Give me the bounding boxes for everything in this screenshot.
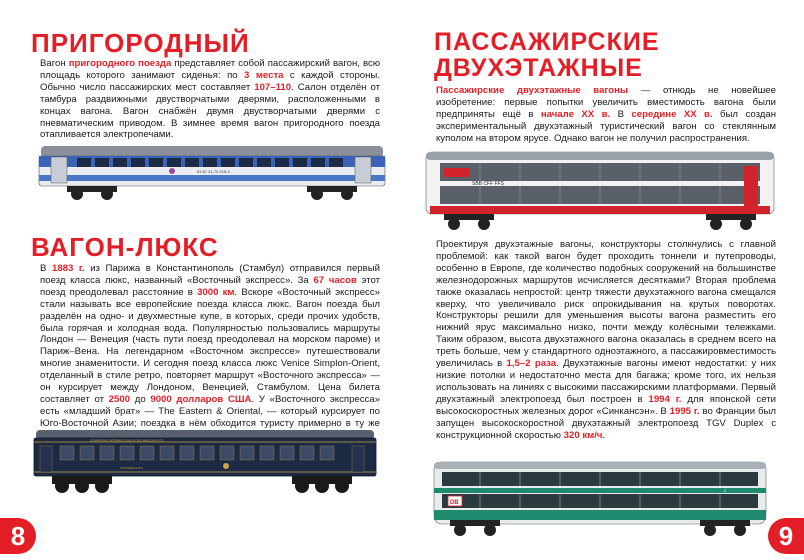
highlight-text: Пассажирские двухэтажные вагоны: [436, 85, 629, 96]
highlight-text: середине XX в.: [631, 108, 713, 120]
body-text: для японской сети высокоскоростных железных дорог «Синкансэн». В: [436, 393, 776, 417]
wagon-lits-lettering: COMPAGNIE INTERNATIONALE DES WAGONS-LITS: [90, 438, 164, 443]
heading-suburban: ПРИГОРОДНЫЙ: [31, 28, 250, 58]
body-text: Проектируя двухэтажные вагоны, конструкторы столкнулись с главной проблемой: как такой вагон будет проходить тоннели и путепроводы, особенно в Европе, где количество подобных сооружений на большинстве железнодорожных маршрутов исчисляется десятками? Вторая проблема также оказалась непростой: центр тяжести двухэтажного вагона смещался кверху, что увеличивало риск опрокидывания на крутых поворотах. Конструкторы решили для уменьшения высоты вагона разместить его нижний ярус максимально низко, почти между колёсными тележками. Таким образом, высота двухэтажного вагона оказалась в среднем всего на треть больше, чем у стандартного одноэтажного, а пассажировместимость увеличилась в: [436, 239, 776, 370]
body-text: В: [40, 263, 52, 274]
wagon-lits-small-lettering: VOITURES-LITS: [120, 466, 143, 470]
page-number-right: 9: [768, 518, 804, 554]
highlight-text: 1,5–2 раза: [506, 358, 557, 370]
highlight-text: 1995 г.: [669, 405, 700, 417]
body-text: . Двухэтажные вагоны имеют недостатки: у них низкие потолки и недостаточно места для багажа; кроме того, их нельзя использовать на линиях с высокими пассажирскими платформами. Первый двухэтажный электропоезд был построен в: [436, 358, 776, 405]
body-text: из Парижа в Константинополь (Стамбул) отправился первый поезд класса люкс, названный «Восточный экспресс». За: [40, 263, 380, 286]
body-text: . Вскоре «Восточный экспресс» стали называть все европейские поезда класса люкс. Вагон поезда был разделён на одно- и двухместные купе, в которых, среди прочих удобств, была горячая и холодная вода. Популярностью пользовались маршруты Лондон — Венеция (часть пути поезд преодолевал на морском пароме) и Париж–Вена. На легендарном «Восточном экспрессе» путешествовали многие знаменитости. И сегодня поезд класса люкс Venice Simplon-Orient, отделанный в стиле ретро, повторяет маршрут «Восточного экспресса» — он курсирует между Лондоном, Венецией, Стамбулом. Цена билета составляет от: [40, 286, 380, 405]
luxury-paragraph: [40, 263, 380, 442]
sbb-lettering: SBB CFF FFS: [472, 181, 504, 187]
body-text: Вагон: [40, 58, 69, 69]
page-number-left: 8: [0, 518, 36, 554]
highlight-text: 320 км/ч: [563, 429, 603, 441]
highlight-text: 3000 км: [197, 286, 235, 298]
heading-double-deck-line1: ПАССАЖИРСКИЕ: [434, 28, 660, 56]
highlight-text: пригородного поезда: [68, 58, 172, 69]
body-text: — отнюдь не новейшее изобретение: первые попытки увеличить вместимость вагона были предприняты ещё в: [436, 85, 776, 120]
highlight-text: 1883 г.: [51, 263, 85, 274]
body-text: во Франции был запущен высокоскоростной двухэтажный электропоезд TGV Duplex с конструкционной скоростью: [436, 405, 776, 441]
sbb-double-deck-car-image: [420, 148, 780, 232]
heading-double-deck-line2: ДВУХЭТАЖНЫЕ: [434, 54, 643, 82]
highlight-text: 67 часов: [313, 274, 357, 286]
highlight-text: 1994 г.: [648, 393, 682, 405]
right-page: [402, 0, 804, 560]
highlight-text: 9000 долларов США: [150, 393, 252, 405]
body-text: В: [610, 108, 632, 120]
heading-luxury: ВАГОН-ЛЮКС: [31, 232, 219, 262]
highlight-text: 3 места: [244, 69, 284, 81]
body-text: . У «Восточного экспресса» есть «младший брат» — The Eastern & Oriental, — который курсирует по Юго-Восточной Азии; поездка в нём обходится туристу примерно в ту же: [40, 393, 381, 429]
body-text: . Салон отделён от тамбура раздвижными двустворчатыми дверями, расположенными в концах вагона. Вагон снабжён двумя двустворчатыми дверями с пневматическим приводом. В зимнее время вагон пригородного поезда отапливается электропечами.: [40, 81, 380, 141]
db-class-number: 2: [724, 487, 727, 493]
double-deck-intro-paragraph: [436, 85, 776, 145]
blue-car-number: 61 87 21-70 219-3: [197, 169, 230, 174]
db-double-deck-car-image: [430, 458, 770, 538]
body-text: с каждой стороны. Обычно число пассажирских мест составляет: [40, 69, 380, 93]
body-text: был создан экспериментальный двухэтажный туристический вагон со стеклянным куполом на втором ярусе. Однако вагон не получил распространения.: [436, 108, 777, 144]
body-text: этот поезд преодолевал расстояние в: [40, 274, 380, 298]
suburban-paragraph: [40, 58, 380, 141]
body-text: до: [130, 393, 151, 405]
wagon-lits-car-image: [30, 428, 380, 498]
highlight-text: начале XX в.: [540, 108, 611, 120]
body-text: .: [602, 429, 606, 441]
highlight-text: 107–110: [254, 81, 292, 93]
double-deck-main-paragraph: [436, 239, 776, 441]
db-logo: DB: [450, 500, 459, 506]
suburban-car-image: [37, 142, 387, 202]
highlight-text: 2500: [108, 393, 131, 405]
body-text: представляет собой пассажирский вагон, всю площадь которого занимают сиденья: по: [40, 58, 381, 81]
heading-double-deck: [434, 29, 660, 81]
